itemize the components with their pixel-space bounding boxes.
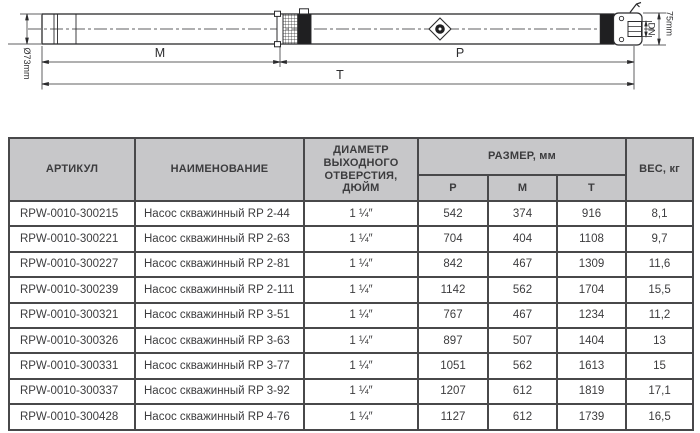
- m-cell: 612: [488, 379, 557, 404]
- col-header-name: НАИМЕНОВАНИЕ: [135, 138, 304, 201]
- p-cell: 1207: [418, 379, 488, 404]
- p-cell: 1142: [418, 277, 488, 302]
- pump-drawing-section: [0, 0, 700, 105]
- t-cell: 1234: [557, 303, 626, 328]
- weight-cell: 13: [626, 328, 693, 353]
- article-cell: RPW-0010-300326: [9, 328, 135, 353]
- t-cell: 1613: [557, 353, 626, 378]
- p-cell: 1127: [418, 404, 488, 429]
- article-cell: RPW-0010-300321: [9, 303, 135, 328]
- name-cell: Насос скважинный RP 3-51: [135, 303, 304, 328]
- dim-label-p: P: [455, 46, 465, 60]
- p-cell: 767: [418, 303, 488, 328]
- table-row: [9, 353, 693, 378]
- name-cell: Насос скважинный RP 2-63: [135, 226, 304, 251]
- outlet-thread: [628, 22, 642, 37]
- m-cell: 467: [488, 303, 557, 328]
- table-row: [9, 252, 693, 277]
- m-cell: 562: [488, 353, 557, 378]
- col-header-weight: ВЕС, кг: [626, 138, 693, 201]
- name-cell: Насос скважинный RP 2-81: [135, 252, 304, 277]
- dim-label-t: T: [336, 68, 344, 82]
- outlet-cell: 1 ¼″: [304, 303, 418, 328]
- bolt-icon: [275, 11, 281, 16]
- article-cell: RPW-0010-300239: [9, 277, 135, 302]
- p-cell: 1051: [418, 353, 488, 378]
- weight-cell: 8,1: [626, 201, 693, 226]
- m-cell: 612: [488, 404, 557, 429]
- table-row: [9, 277, 693, 302]
- m-cell: 374: [488, 201, 557, 226]
- t-cell: 1704: [557, 277, 626, 302]
- m-cell: 562: [488, 277, 557, 302]
- outlet-cell: 1 ¼″: [304, 328, 418, 353]
- name-cell: Насос скважинный RP 3-63: [135, 328, 304, 353]
- table-row: [9, 226, 693, 251]
- pump-inlet-band: [298, 14, 311, 44]
- table-row: [9, 201, 693, 226]
- table-row: [9, 404, 693, 429]
- t-cell: 1739: [557, 404, 626, 429]
- weight-cell: 17,1: [626, 379, 693, 404]
- spec-table: [8, 137, 694, 431]
- m-cell: 467: [488, 252, 557, 277]
- p-cell: 897: [418, 328, 488, 353]
- article-cell: RPW-0010-300337: [9, 379, 135, 404]
- spec-table-header: [9, 138, 693, 201]
- bolt-icon: [275, 42, 281, 47]
- pump-body: [28, 3, 654, 47]
- strainer-mesh: [283, 14, 298, 44]
- outlet-cell: 1 ¼″: [304, 404, 418, 429]
- pump-technical-drawing: [0, 0, 700, 100]
- col-header-article: АРТИКУЛ: [9, 138, 135, 201]
- col-header-outlet-diameter: ДИАМЕТР ВЫХОДНОГО ОТВЕРСТИЯ, ДЮЙМ: [304, 138, 418, 201]
- article-cell: RPW-0010-300428: [9, 404, 135, 429]
- col-header-size-group: РАЗМЕР, мм: [418, 138, 626, 175]
- handle-lever-icon: [630, 3, 641, 13]
- weight-cell: 9,7: [626, 226, 693, 251]
- name-cell: Насос скважинный RP 3-77: [135, 353, 304, 378]
- article-cell: RPW-0010-300215: [9, 201, 135, 226]
- outlet-cell: 1 ¼″: [304, 226, 418, 251]
- weight-cell: 11,6: [626, 252, 693, 277]
- col-header-p: P: [418, 175, 488, 201]
- p-cell: 704: [418, 226, 488, 251]
- t-cell: 1819: [557, 379, 626, 404]
- outlet-cell: 1 ¼″: [304, 379, 418, 404]
- p-cell: 542: [418, 201, 488, 226]
- name-cell: Насос скважинный RP 2-44: [135, 201, 304, 226]
- dim-label-m: M: [154, 46, 166, 60]
- outlet-cell: 1 ¼″: [304, 277, 418, 302]
- p-cell: 842: [418, 252, 488, 277]
- outlet-cell: 1 ¼″: [304, 201, 418, 226]
- dim-label-diameter: Ø73mm: [22, 47, 32, 80]
- weight-cell: 11,2: [626, 303, 693, 328]
- dim-label-75mm: 75mm: [664, 11, 675, 37]
- outlet-cap: [614, 3, 643, 46]
- m-cell: 404: [488, 226, 557, 251]
- m-cell: 507: [488, 328, 557, 353]
- col-header-t: T: [557, 175, 626, 201]
- weight-cell: 15,5: [626, 277, 693, 302]
- outlet-cell: 1 ¼″: [304, 353, 418, 378]
- dim-label-dn: DN: [646, 22, 657, 36]
- col-header-m: M: [488, 175, 557, 201]
- t-cell: 1404: [557, 328, 626, 353]
- article-cell: RPW-0010-300227: [9, 252, 135, 277]
- weight-cell: 15: [626, 353, 693, 378]
- outlet-cell: 1 ¼″: [304, 252, 418, 277]
- name-cell: Насос скважинный RP 3-92: [135, 379, 304, 404]
- article-cell: RPW-0010-300331: [9, 353, 135, 378]
- name-cell: Насос скважинный RP 4-76: [135, 404, 304, 429]
- table-row: [9, 379, 693, 404]
- table-row: [9, 303, 693, 328]
- name-cell: Насос скважинный RP 2-111: [135, 277, 304, 302]
- table-row: [9, 328, 693, 353]
- t-cell: 1108: [557, 226, 626, 251]
- weight-cell: 16,5: [626, 404, 693, 429]
- t-cell: 916: [557, 201, 626, 226]
- article-cell: RPW-0010-300221: [9, 226, 135, 251]
- cable-tab-icon: [300, 9, 309, 14]
- t-cell: 1309: [557, 252, 626, 277]
